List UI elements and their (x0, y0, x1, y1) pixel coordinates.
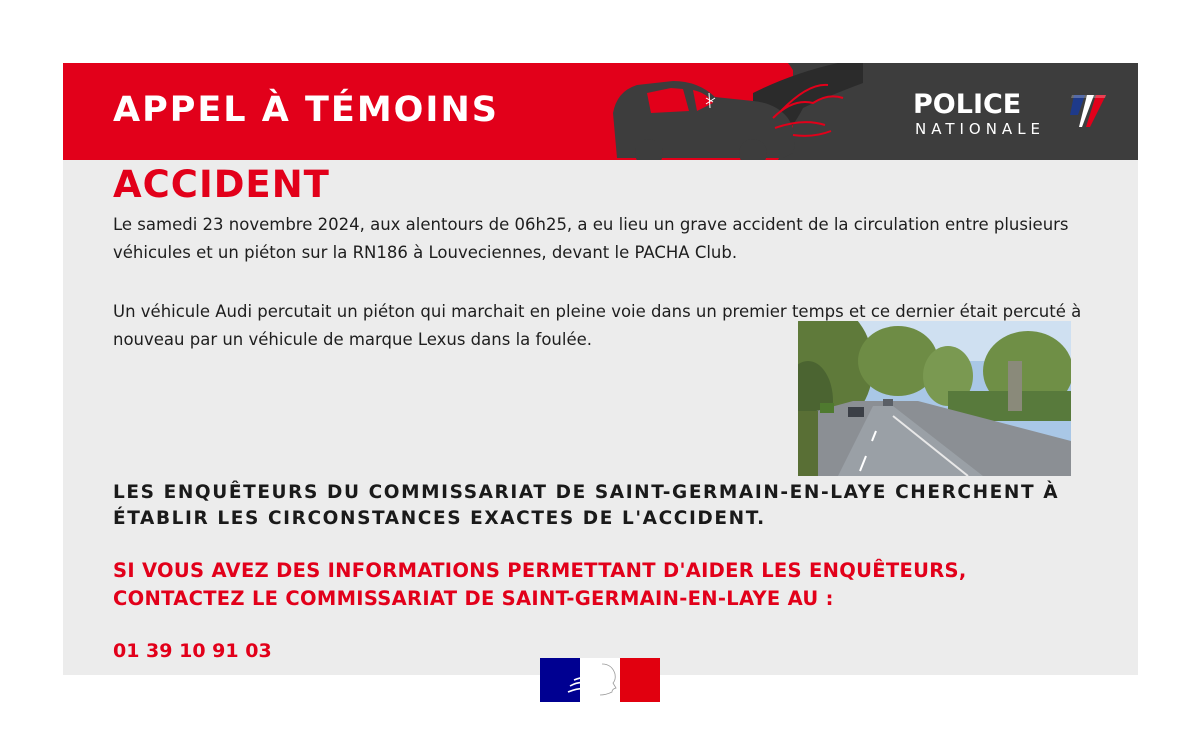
road-photo (798, 321, 1071, 476)
logo-nationale-text: NATIONALE (915, 120, 1046, 138)
section-title: ACCIDENT (113, 163, 330, 206)
police-tricolor-flag-icon (1068, 91, 1108, 131)
marianne-republique-francaise-icon (540, 658, 660, 702)
paragraph-sequence: Un véhicule Audi percutait un piéton qui marchait en pleine voie dans un premier temps et ce dernier était percuté à nouveau par un véhicule de marque Lexus dans la foulée. (113, 302, 1082, 349)
paragraph-circumstances: Le samedi 23 novembre 2024, aux alentours de 06h25, a eu lieu un grave accident de la circulation entre plusieurs véhicules et un piéton sur la RN186 à Louveciennes, devant le PACHA Club. (113, 215, 1069, 262)
contact-note: SI VOUS AVEZ DES INFORMATIONS PERMETTANT D'AIDER LES ENQUÊTEURS, CONTACTEZ LE COMMISSARIAT DE SAINT-GERMAIN-EN-LAYE AU : (113, 559, 967, 610)
phone-number[interactable]: 01 39 10 91 03 (113, 640, 272, 662)
investigators-note: LES ENQUÊTEURS DU COMMISSARIAT DE SAINT-GERMAIN-EN-LAYE CHERCHENT À ÉTABLIR LES CIRCONSTANCES EXACTES DE L'ACCIDENT. (113, 482, 1060, 529)
appeal-poster (63, 63, 1138, 675)
crashed-car-icon (603, 63, 863, 160)
header-banner (63, 63, 1138, 160)
page-title: APPEL À TÉMOINS (113, 90, 499, 130)
logo-police-text: POLICE (913, 89, 1022, 120)
